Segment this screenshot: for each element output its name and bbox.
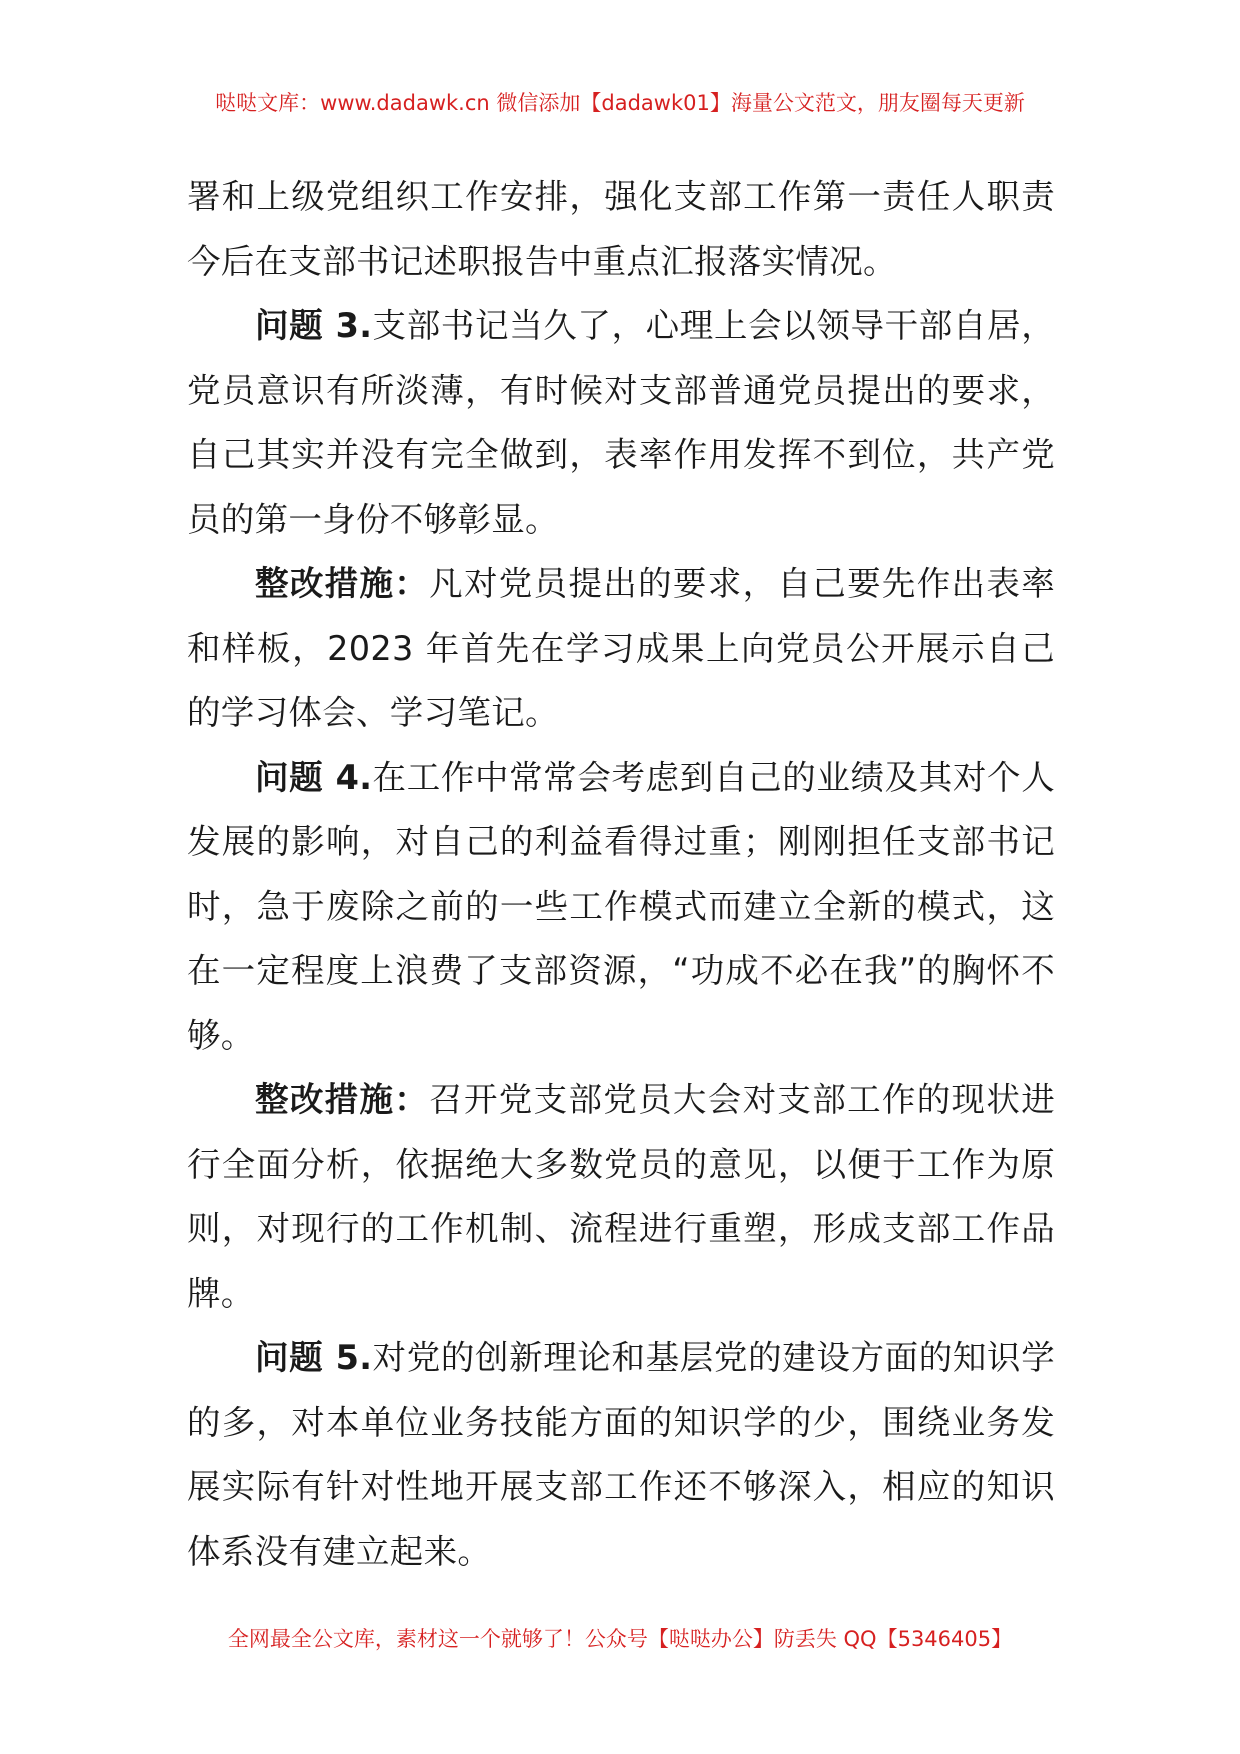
document-body: [187, 165, 1055, 1584]
issue-3-text: 支部书记当久了，心理上会以领导干部自居，党员意识有所淡薄，有时候对支部普通党员提出的要求，自己其实并没有完全做到，表率作用发挥不到位，共产党员的第一身份不够彰显。: [187, 306, 1055, 539]
issue-4-label: 问题 4.: [255, 757, 373, 797]
footer-banner: 全网最全公文库，素材这一个就够了！公众号【哒哒办公】防丢失 QQ【5346405】: [227, 1627, 1013, 1651]
header-banner: 哒哒文库：www.dadawk.cn 微信添加【dadawk01】海量公文范文，朋友圈每天更新: [215, 91, 1025, 115]
issue-3-label: 问题 3.: [255, 306, 373, 345]
measure-3-text: 凡对党员提出的要求，自己要先作出表率和样板，2023 年首先在学习成果上向党员公开展示自己的学习体会、学习笔记。: [187, 564, 1055, 732]
issue-4-text: 在工作中常常会考虑到自己的业绩及其对个人发展的影响，对自己的利益看得过重；刚刚担任支部书记时，急于废除之前的一些工作模式而建立全新的模式，这在一定程度上浪费了支部资源，“功成不必在我”的胸怀不够。: [187, 757, 1055, 1055]
issue-5-text: 对党的创新理论和基层党的建设方面的知识学的多，对本单位业务技能方面的知识学的少，围绕业务发展实际有针对性地开展支部工作还不够深入，相应的知识体系没有建立起来。: [187, 1338, 1055, 1571]
issue-4-paragraph: [187, 746, 1055, 1069]
issue-5-label: 问题 5.: [255, 1338, 373, 1377]
issue-5-paragraph: [187, 1326, 1055, 1584]
measure-4-text: 召开党支部党员大会对支部工作的现状进行全面分析，依据绝大多数党员的意见，以便于工作为原则，对现行的工作机制、流程进行重塑，形成支部工作品牌。: [187, 1080, 1055, 1313]
measure-3-label: 整改措施：: [255, 564, 430, 603]
measure-4-label: 整改措施：: [255, 1080, 430, 1119]
paragraph-continuation: 署和上级党组织工作安排，强化支部工作第一责任人职责今后在支部书记述职报告中重点汇报落实情况。: [187, 177, 1055, 281]
measure-4-paragraph: [187, 1068, 1055, 1326]
measure-3-paragraph: [187, 552, 1055, 746]
issue-3-paragraph: [187, 294, 1055, 552]
